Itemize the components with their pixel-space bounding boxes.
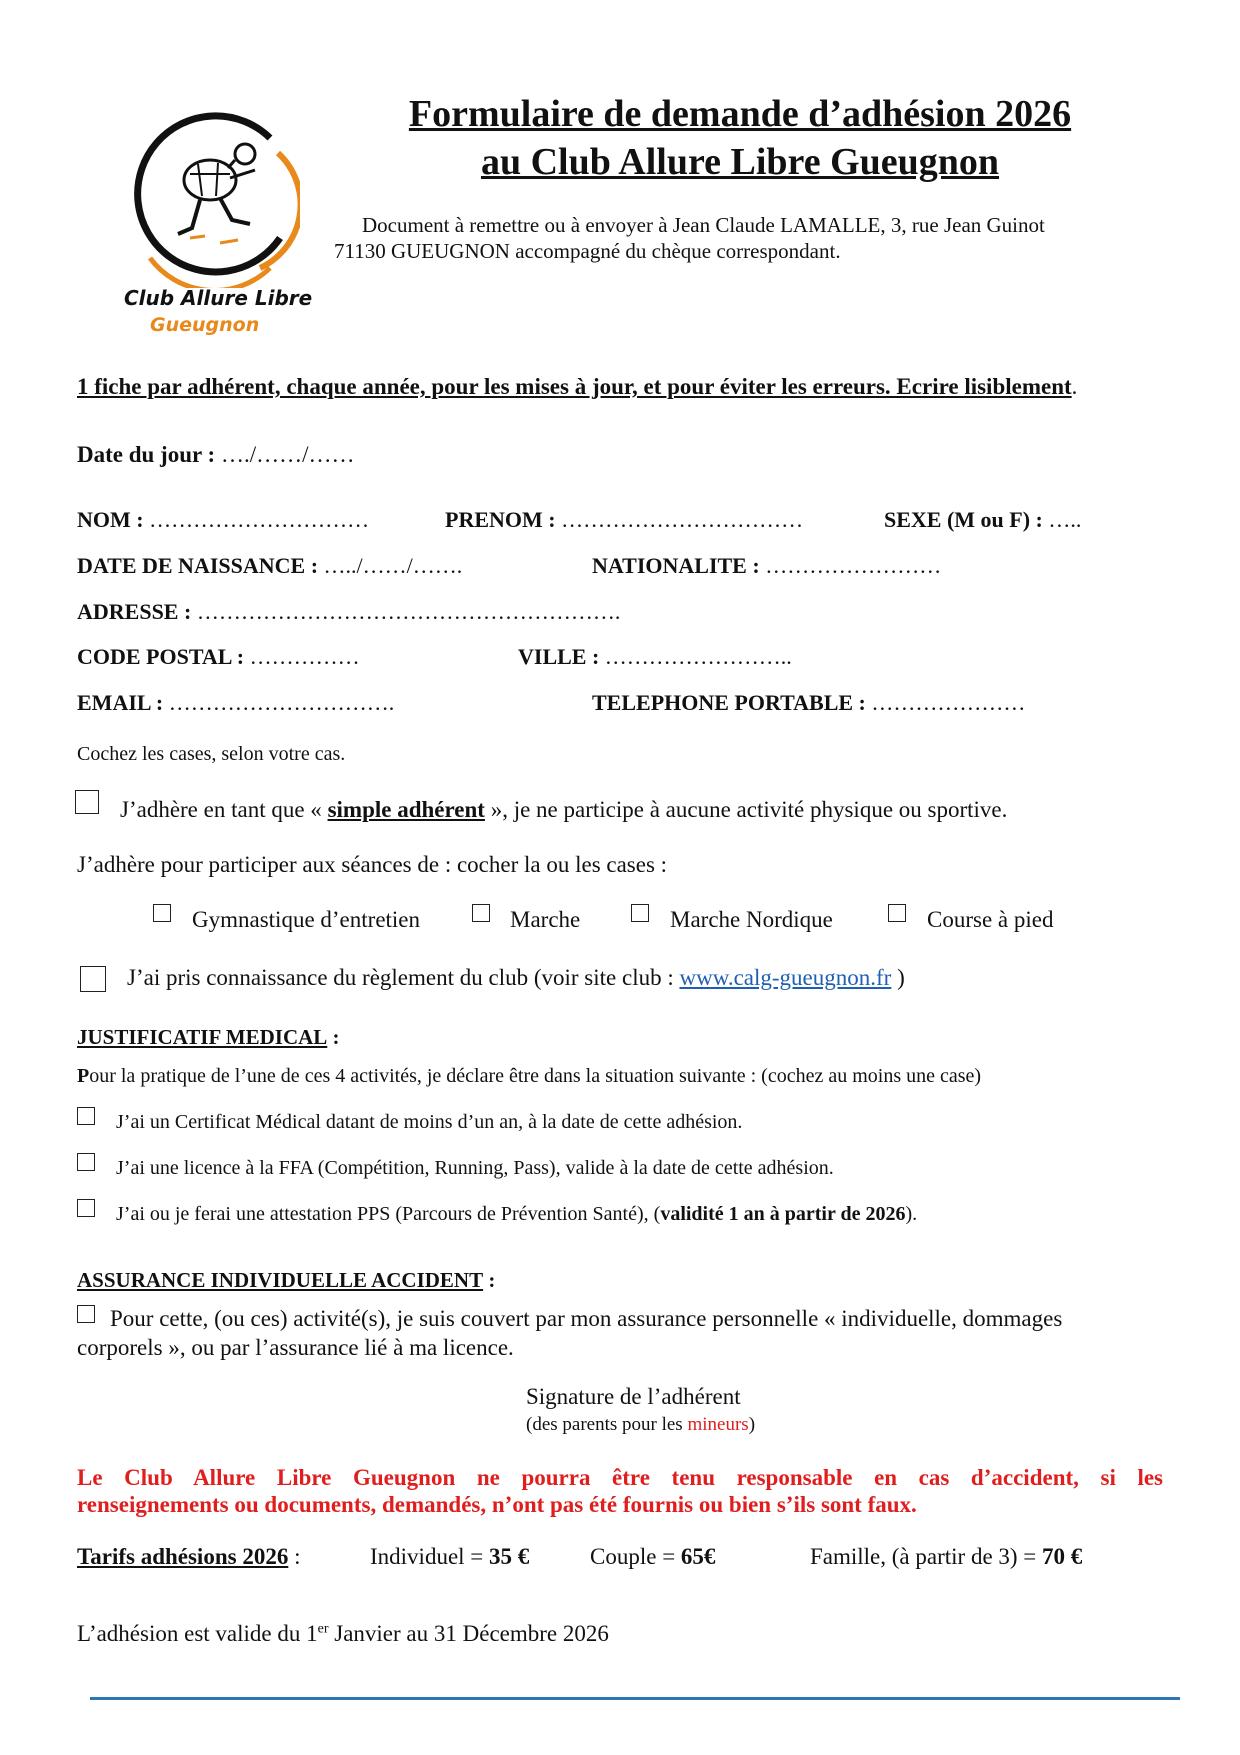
prenom-label: PRENOM : <box>445 507 556 532</box>
simple-after: », je ne participe à aucune activité physique ou sportive. <box>490 797 1008 822</box>
couple-label: Couple = <box>590 1544 676 1569</box>
signature-note-red: mineurs <box>687 1414 749 1435</box>
nationalite-label: NATIONALITE : <box>592 553 760 578</box>
tel-label: TELEPHONE PORTABLE : <box>592 690 866 715</box>
email-label: EMAIL : <box>77 690 164 715</box>
notice-end: . <box>1071 374 1078 399</box>
sexe-field[interactable] <box>884 507 1081 532</box>
adresse-label: ADRESSE : <box>77 599 192 624</box>
reglement-label: J’ai pris connaissance du règlement du club (voir site club : <box>127 965 674 990</box>
reglement-text <box>127 965 905 991</box>
cp-label: CODE POSTAL : <box>77 644 245 669</box>
marche-label: Marche <box>510 907 581 932</box>
tarifs-label-text: Tarifs adhésions 2026 <box>77 1544 289 1569</box>
reglement-end: ) <box>897 965 905 990</box>
validity-before: L’adhésion est valide du 1 <box>77 1621 318 1646</box>
club-logo <box>110 108 313 348</box>
medical-intro-rest: our la pratique de l’une de ces 4 activités, je déclare être dans la situation suivante : (cochez au moins une case) <box>89 1065 982 1087</box>
cp-value: …………… <box>249 644 360 669</box>
date-label: Date du jour : <box>77 442 216 467</box>
prenom-value: …………………………… <box>561 507 804 532</box>
tarifs-colon: : <box>294 1544 301 1569</box>
prenom-field[interactable] <box>445 507 803 532</box>
instruction-line2: 71130 GUEUGNON accompagné du chèque correspondant. <box>334 239 841 263</box>
validity-sup: er <box>317 1621 329 1637</box>
notice-text: 1 fiche par adhérent, chaque année, pour les mises à jour, et pour éviter les erreurs. Ecrire lisiblement <box>77 374 1072 399</box>
signature-label: Signature de l’adhérent <box>526 1384 741 1409</box>
warning-line2: renseignements ou documents, demandés, n’ont pas été fournis ou bien s’ils sont faux. <box>77 1492 917 1517</box>
marche-nordique-label: Marche Nordique <box>670 907 833 932</box>
assurance-checkbox[interactable] <box>77 1305 95 1323</box>
nom-field[interactable] <box>77 507 369 532</box>
validity-after: Janvier au 31 Décembre 2026 <box>328 1621 609 1646</box>
simple-strong: simple adhérent <box>327 797 485 822</box>
sexe-value: ….. <box>1048 507 1082 532</box>
page-title-line1: Formulaire de demande d’adhésion 2026 <box>408 93 1072 135</box>
certificat-label: J’ai un Certificat Médical datant de moins d’un an, à la date de cette adhésion. <box>116 1111 743 1133</box>
signature-note-after: ) <box>748 1414 756 1435</box>
licence-ffa-checkbox[interactable] <box>77 1153 95 1171</box>
instruction-line1: Document à remettre ou à envoyer à Jean Claude LAMALLE, 3, rue Jean Guinot <box>362 213 1045 237</box>
assurance-line1: Pour cette, (ou ces) activité(s), je suis couvert par mon assurance personnelle « individuelle, dommages <box>110 1306 1063 1331</box>
turtle-runner-icon <box>120 108 300 288</box>
indiv-label: Individuel = <box>370 1544 484 1569</box>
nationalite-value: …………………… <box>765 553 942 578</box>
gym-checkbox[interactable] <box>153 904 171 922</box>
club-site-link[interactable]: www.calg-gueugnon.fr <box>679 965 892 990</box>
tel-field[interactable] <box>592 690 1025 715</box>
tarif-individuel <box>370 1544 529 1570</box>
ville-field[interactable] <box>518 644 792 669</box>
pps-strong: validité 1 an à partir de 2026 <box>660 1203 906 1225</box>
famille-price: 70 € <box>1042 1544 1083 1569</box>
simple-adherent-text <box>120 797 1007 823</box>
medical-heading <box>77 1025 340 1049</box>
course-checkbox[interactable] <box>888 904 906 922</box>
naissance-field[interactable] <box>77 553 462 578</box>
tarif-famille <box>810 1544 1082 1570</box>
medical-intro-initial: P <box>77 1065 90 1087</box>
indiv-price: 35 € <box>489 1544 530 1569</box>
pps-label <box>116 1203 917 1226</box>
marche-checkbox[interactable] <box>472 904 490 922</box>
couple-price: 65€ <box>680 1544 716 1569</box>
gym-label: Gymnastique d’entretien <box>192 907 421 932</box>
date-field[interactable] <box>77 442 355 468</box>
notice <box>77 374 1077 400</box>
email-value: …………………………. <box>168 690 395 715</box>
course-label: Course à pied <box>927 907 1054 932</box>
logo-line1: Club Allure Libre <box>124 286 313 310</box>
assurance-heading-text: ASSURANCE INDIVIDUELLE ACCIDENT <box>77 1268 484 1292</box>
medical-intro <box>77 1065 981 1088</box>
adresse-field[interactable] <box>77 599 620 624</box>
logo-line2: Gueugnon <box>150 314 260 336</box>
footer-divider <box>90 1697 1180 1700</box>
pps-checkbox[interactable] <box>77 1199 95 1217</box>
warning-line1: Le Club Allure Libre Gueugnon ne pourra être tenu responsable en cas d’accident, si les <box>77 1465 1163 1490</box>
nationalite-field[interactable] <box>592 553 941 578</box>
medical-heading-colon: : <box>332 1025 340 1049</box>
assurance-line2: corporels », ou par l’assurance lié à ma licence. <box>77 1335 514 1360</box>
pps-before: J’ai ou je ferai une attestation PPS (Parcours de Prévention Santé), ( <box>116 1203 661 1225</box>
ville-value: …………………….. <box>604 644 792 669</box>
assurance-heading-colon: : <box>488 1268 496 1292</box>
famille-label: Famille, (à partir de 3) = <box>810 1544 1037 1569</box>
page-title-line2: au Club Allure Libre Gueugnon <box>480 141 1000 183</box>
marche-nordique-checkbox[interactable] <box>631 904 649 922</box>
tel-value: ………………… <box>871 690 1026 715</box>
nom-value: ………………………… <box>149 507 370 532</box>
ville-label: VILLE : <box>518 644 600 669</box>
licence-ffa-label: J’ai une licence à la FFA (Compétition, Running, Pass), valide à la date de cette adhésion. <box>116 1157 834 1179</box>
cp-field[interactable] <box>77 644 360 669</box>
pps-after: ). <box>905 1203 918 1225</box>
nom-label: NOM : <box>77 507 144 532</box>
certificat-checkbox[interactable] <box>77 1107 95 1125</box>
signature-note-before: (des parents pour les <box>526 1414 688 1435</box>
email-field[interactable] <box>77 690 394 715</box>
naissance-value: …../……/……. <box>323 553 463 578</box>
sexe-label: SEXE (M ou F) : <box>884 507 1043 532</box>
date-value: …./……/…… <box>220 442 355 467</box>
tarif-couple <box>590 1544 715 1570</box>
reglement-checkbox[interactable] <box>80 966 106 992</box>
signature-note <box>526 1414 755 1436</box>
choices-intro: Cochez les cases, selon votre cas. <box>77 743 346 765</box>
seances-intro: J’adhère pour participer aux séances de : cocher la ou les cases : <box>77 852 668 877</box>
tarifs-label <box>77 1544 300 1570</box>
medical-heading-text: JUSTIFICATIF MEDICAL <box>77 1025 328 1049</box>
naissance-label: DATE DE NAISSANCE : <box>77 553 319 578</box>
simple-adherent-checkbox[interactable] <box>75 790 99 814</box>
simple-before: J’adhère en tant que « <box>120 797 322 822</box>
validity-text <box>77 1621 609 1647</box>
assurance-heading <box>77 1268 495 1292</box>
adresse-value: …………………………………………………. <box>196 599 621 624</box>
